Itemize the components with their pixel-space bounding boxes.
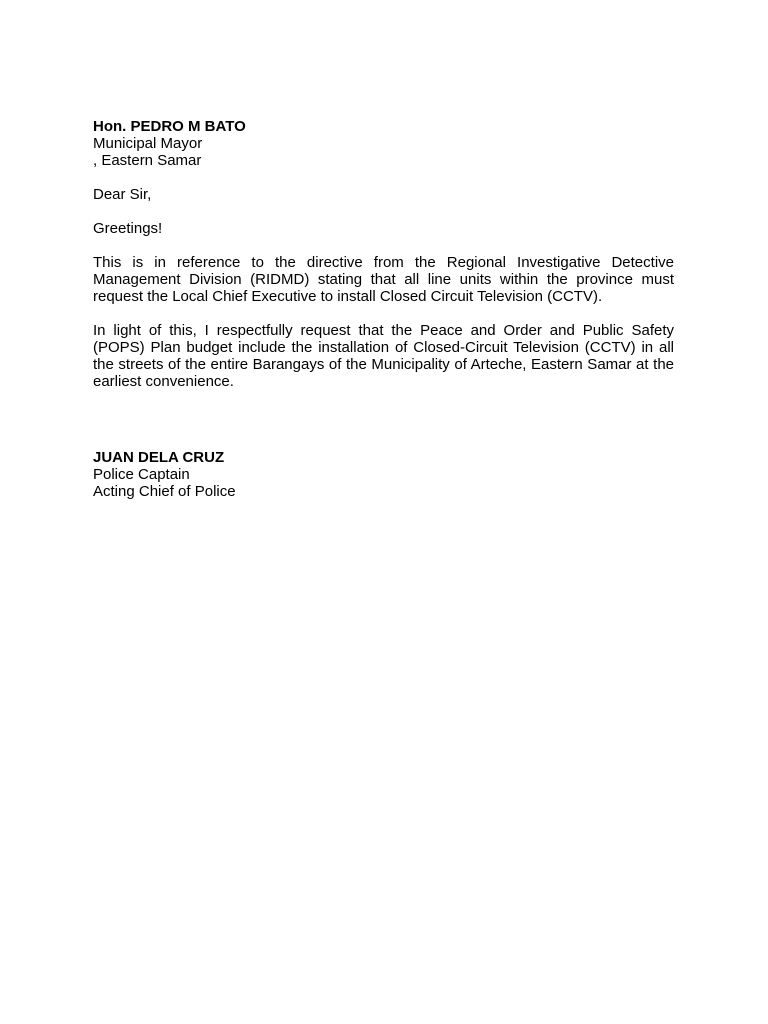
body-paragraph-2: In light of this, I respectfully request that the Peace and Order and Public Safety (POPS) Plan budget include the installation of Closed-Circuit Television (CCTV) in all the streets of the entire Barangays of the Municipality of Arteche, Eastern Samar at the earliest convenience.	[93, 322, 674, 390]
greeting: Greetings!	[93, 220, 163, 237]
signatory-name: JUAN DELA CRUZ	[93, 449, 225, 466]
body-paragraph-1: This is in reference to the directive from the Regional Investigative Detective Management Division (RIDMD) stating that all line units within the province must request the Local Chief Executive to install Closed Circuit Television (CCTV).	[93, 254, 674, 305]
addressee-name: Hon. PEDRO M BATO	[93, 118, 246, 135]
addressee-position: Municipal Mayor	[93, 135, 203, 152]
signatory-rank: Police Captain	[93, 466, 190, 483]
signatory-title: Acting Chief of Police	[93, 483, 236, 500]
letter-document	[93, 118, 674, 500]
salutation: Dear Sir,	[93, 186, 152, 203]
addressee-location: , Eastern Samar	[93, 152, 202, 169]
